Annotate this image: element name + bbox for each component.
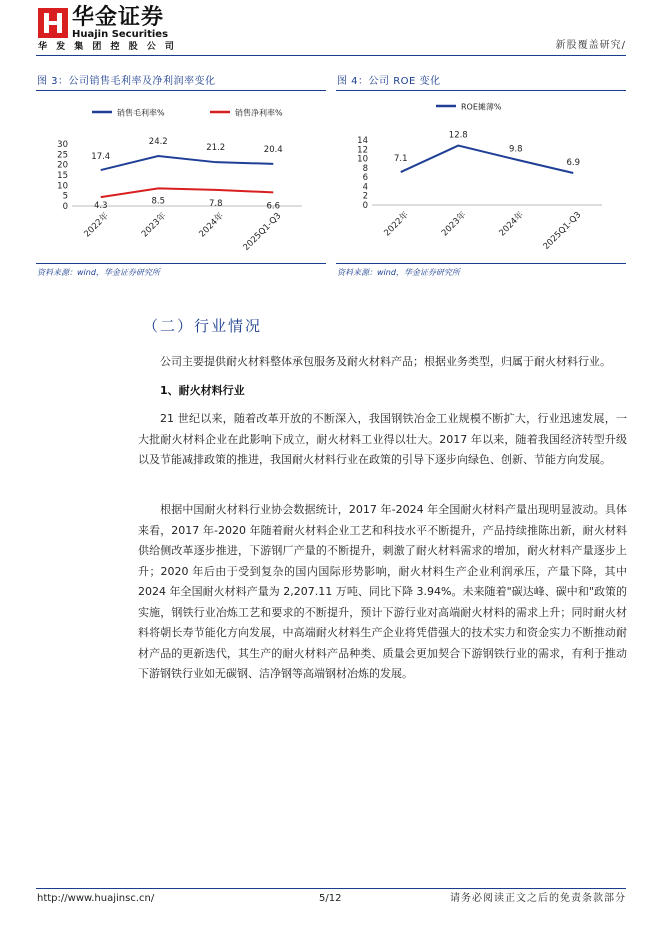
x-tick-label: 2022年 [82, 211, 111, 240]
y-tick-label: 20 [57, 160, 68, 171]
section-heading: （二）行业情况 [143, 317, 263, 335]
series-line-0 [101, 156, 274, 170]
x-tick-label: 2022年 [382, 210, 411, 239]
figure-4-chart [336, 92, 626, 262]
data-label: 8.5 [151, 196, 166, 207]
paragraph-1-text: 21 世纪以来，随着改革开放的不断深入，我国钢铁冶金工业规模不断扩大，行业迅速发展，一大批耐火材料企业在此影响下成立，耐火材料工业得以壮大。2017 年以来，随着我国经济转型升级以及节能减排政策的推进，我国耐火材料行业在政策的引导下逐步向绿色、创新、节能方向发展。 [138, 412, 627, 466]
y-tick-label: 0 [362, 201, 368, 211]
x-tick-label: 2025Q1-Q3 [541, 210, 584, 252]
figure-3-source: 资料来源：wind，华金证券研究所 [37, 268, 160, 277]
footer-website-link[interactable]: http://www.huajinsc.cn/ [37, 893, 155, 904]
y-tick-label: 25 [57, 150, 68, 161]
group-tagline: 华 发 集 团 控 股 公 司 [38, 42, 177, 52]
page-number: 5/12 [319, 893, 342, 904]
y-tick-label: 5 [62, 191, 68, 202]
logo-chinese-name: 华金证券 [72, 5, 165, 30]
legend-label-0: 销售毛利率% [117, 108, 165, 118]
figure-3-caption: 图 3：公司销售毛利率及净利润率变化 [37, 76, 216, 87]
y-tick-label: 15 [57, 171, 68, 181]
y-tick-label: 0 [62, 202, 68, 212]
x-tick-label: 2023年 [139, 211, 169, 240]
x-tick-label: 2025Q1-Q3 [241, 211, 284, 253]
header-divider [36, 55, 626, 56]
series-line-1 [101, 188, 274, 197]
data-label: 7.1 [393, 154, 408, 165]
paragraph-2 [138, 500, 627, 685]
legend-label-1: 销售净利率% [235, 108, 283, 118]
figure-4-caption: 图 4：公司 ROE 变化 [337, 76, 441, 87]
logo-english-name: Huajin Securities [72, 29, 169, 40]
figure-4-top-rule [336, 90, 626, 91]
figure-4-bottom-rule [336, 263, 626, 264]
footer-divider [36, 888, 626, 889]
y-tick-label: 4 [362, 182, 368, 193]
data-label: 24.2 [148, 136, 168, 147]
data-label: 17.4 [91, 152, 111, 163]
figure-3-top-rule [36, 90, 326, 91]
y-tick-label: 10 [357, 154, 368, 165]
report-type: 新股覆盖研究/ [555, 40, 626, 51]
data-label: 4.3 [93, 201, 108, 212]
paragraph-1 [138, 409, 627, 471]
y-tick-label: 12 [357, 145, 368, 156]
footer-disclaimer: 请务必阅读正文之后的免责条款部分 [450, 893, 626, 904]
huajin-logo-icon [38, 8, 68, 38]
data-label: 6.9 [566, 157, 581, 168]
paragraph-2-text: 根据中国耐火材料行业协会数据统计，2017 年-2024 年全国耐火材料产量出现明显波动。具体来看，2017 年-2020 年随着耐火材料企业工艺和科技水平不断提升，产品持续推陈出新，耐火材料供给侧改革逐步推进，下游钢厂产量的不断提升，刺激了耐火材料需求的增加，耐火材料产量逐步上升；2020 年后由于受到复杂的国内国际形势影响，耐火材料生产企业利润承压，产量下降，其中 2024 年全国耐火材料产量为 2,207.11 万吨、同比下降 3.94%。未来随着"碳达峰、碳中和"政策的实施，钢铁行业冶炼工艺和要求的不断提升，预计下游行业对高端耐火材料的需求上升；同时耐火材料将朝长寿节能化方向发展，中高端耐火材料生产企业将凭借强大的技术实力和资金实力不断推动耐材产品的更新迭代，其生产的耐火材料产品种类、质量会更加契合下游钢铁行业的需求，有利于推动下游钢铁行业如无碳钢、洁净钢等高端钢材冶炼的发展。 [138, 503, 627, 680]
y-tick-label: 30 [57, 140, 68, 150]
figure-4-source: 资料来源：wind，华金证券研究所 [337, 268, 460, 277]
y-tick-label: 2 [362, 191, 368, 202]
x-tick-label: 2024年 [197, 211, 226, 240]
legend-label-0: ROE摊薄% [461, 102, 502, 112]
data-label: 7.8 [208, 198, 223, 209]
data-label: 9.8 [508, 144, 523, 155]
intro-paragraph [138, 352, 627, 373]
x-tick-label: 2024年 [497, 210, 526, 239]
data-label: 20.4 [263, 144, 283, 155]
figure-3-bottom-rule [36, 263, 326, 264]
data-label: 21.2 [206, 143, 226, 154]
series-line-0 [401, 146, 574, 173]
sub-heading: 1、耐火材料行业 [160, 384, 245, 397]
y-tick-label: 10 [57, 181, 68, 192]
intro-text: 公司主要提供耐火材料整体承包服务及耐火材料产品；根据业务类型，归属于耐火材料行业。 [160, 355, 611, 368]
y-tick-label: 8 [362, 163, 368, 174]
y-tick-label: 14 [357, 136, 368, 146]
data-label: 12.8 [448, 130, 468, 141]
data-label: 6.6 [266, 201, 281, 212]
x-tick-label: 2023年 [439, 210, 469, 239]
figure-3-chart [36, 92, 326, 262]
y-tick-label: 6 [362, 173, 368, 184]
